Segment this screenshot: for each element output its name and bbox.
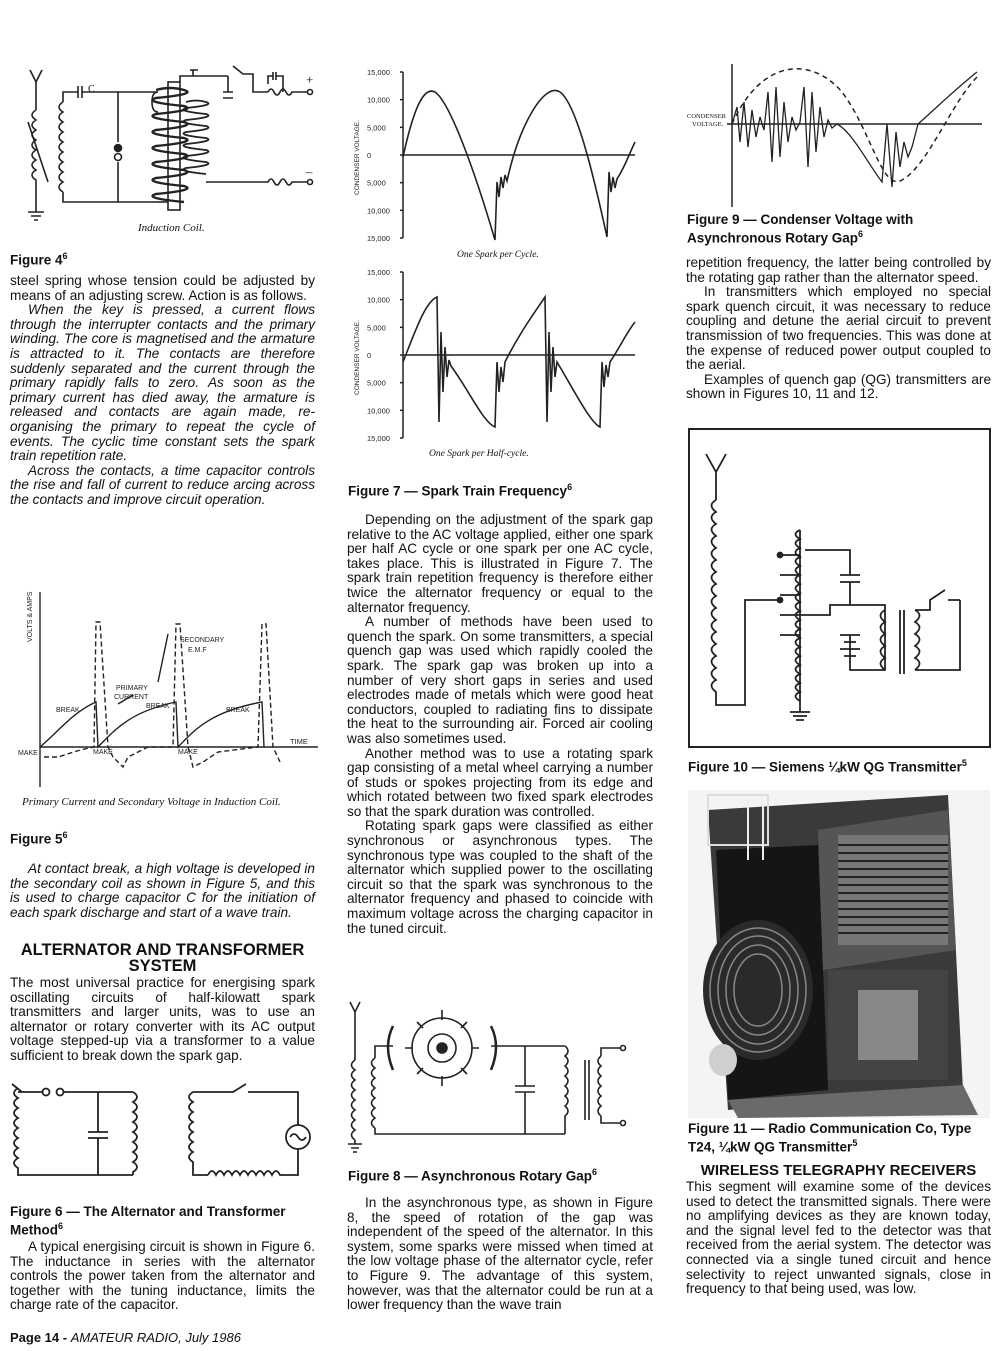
col2-p5 [347,1196,653,1313]
figure-11-ref: 5 [852,1138,858,1148]
figure-6-ref: 6 [58,1221,64,1231]
figure-5-secondary-emf [44,622,280,767]
figure-10-caption-text: Figure 10 — Siemens ¼kW QG Transmitter [688,759,962,775]
col2-p5-text: In the asynchronous type, as shown in Figure 8, the speed of rotation of the gap was independent of the speed of the alternator. In this system, some sparks were missed when timed at the low voltage phase of the alternator cycle, refer to Figure 9. The advantage of this system, however, was that the alternator could be run at a lower frequency than the wave train [347,1195,653,1313]
figure-9-caption [687,212,992,246]
figure-5-label-break-2: BREAK [146,703,170,710]
col3-p4-text: This segment will examine some of the devices used to detect the transmitted signals. There were no amplifying devices as they are known today, and the signal level fed to the detector was that received from the aerial system. The detector was connected via a single tuned circuit and hence selectivity to reject unwanted signals, close in frequency to that being used, was low. [686,1179,991,1297]
figure-8-caption [348,1165,597,1184]
figure-7-bottom-y-label: CONDENSER VOLTAGE. [354,320,361,395]
figure-5-subtitle: Primary Current and Secondary Voltage in Induction Coil. [22,796,281,808]
figure-7-bottom-tick-label: 0 [367,351,372,360]
col1-p5-text: The most universal practice for energising spark oscillating circuits of half-kilowatt spark transmitters and larger units, was to use an alternator or rotary converter with its AC output voltage stepped-up via a transformer to a value sufficient to break down the spark gap. [10,975,315,1063]
col1-p2: When the key is pressed, a current flows through the interrupter contacts and the primary winding. The core is magnetised and the armature is attracted to it. The contacts are therefore suddenly separated and the current through the primary rapidly falls to zero. As soon as the primary current has died away, the armature is released and contacts are again made, re-organising the primary to repeat the cycle of events. The cyclic time constant sets the spark train repetition rate. [10,302,315,464]
figure-5-label-secondary: SECONDARY [180,637,225,644]
figure-11-caption [688,1121,993,1155]
figure-7-bottom-tick-label: 5,000 [367,378,386,388]
footer-magazine: AMATEUR RADIO [70,1330,179,1345]
figure-4-ref: 6 [62,251,68,261]
figure-8-diagram [345,998,655,1158]
col2-p1: Depending on the adjustment of the spark gap relative to the AC voltage applied, either one spark per half AC cycle or one spark per one AC cycle, takes place. This is illustrated in Figure 7. The spark train repetition frequency is therefore either twice the alternator frequency or equal to the alternator frequency. [347,512,653,615]
col1-heading: ALTERNATOR AND TRANSFORMER SYSTEM [20,941,305,975]
figure-7-top-tick-label: 5,000 [367,123,386,133]
col1-p5 [10,976,315,1064]
page-footer [10,1330,241,1345]
col3-p1: repetition frequency, the latter being controlled by the rotating gap rather than the alternator speed. [686,255,991,285]
figure-7-chart [345,62,645,472]
figure-9-ref: 6 [858,229,864,239]
figure-4-diagram [18,62,328,237]
figure-5-label-primary: PRIMARY [116,685,148,692]
col3-text-top [686,256,991,402]
col1-p4 [10,862,315,920]
figure-7-subtitle-top: One Spark per Cycle. [457,250,539,260]
figure-8-ref: 6 [592,1167,598,1177]
col3-p4 [686,1180,991,1297]
figure-10-ref: 5 [961,758,967,768]
col3-p2: In transmitters which employed no special spark quench circuit, it was necessary to reduce coupling and detune the aerial circuit to prevent transmission of two frequencies. This was done at the expense of reduced power output coupled to the aerial. [686,284,991,373]
col1-p3: Across the contacts, a time capacitor controls the rise and fall of current to reduce arcing across the contacts and improve circuit operation. [10,462,315,507]
figure-7-caption-text: Figure 7 — Spark Train Frequency [348,483,568,499]
figure-10-diagram [688,428,991,748]
figure-5-label-current: CURRENT [114,694,149,701]
figure-5-label-emf: E.M.F [188,647,207,654]
figure-5-y-label: VOLTS & AMPS [27,591,34,642]
col2-p3: Another method was to use a rotating spark gap consisting of a metal wheel carrying a number of studs or spokes projecting from its edge and which rotated between two fixed spark electrodes so that the spark duration was controlled. [347,745,653,819]
figure-6-diagram [8,1080,328,1180]
figure-5-label-time: TIME [290,737,308,746]
footer-date: , July 1986 [178,1330,241,1345]
figure-7-top-y-label: CONDENSER VOLTAGE. [354,120,361,195]
col1-p6-text: A typical energising circuit is shown in Figure 6. The inductance in series with the alternator controls the power taken from the alternator and together with the tuning inductance, limits the charge rate of the capacitor. [10,1239,315,1313]
figure-8-caption-text: Figure 8 — Asynchronous Rotary Gap [348,1168,593,1184]
figure-7-bottom-tick-label: 15,000 [367,268,390,277]
figure-7-bottom-tick-label: 15,000 [367,434,390,443]
col1-p4-text: At contact break, a high voltage is developed in the secondary coil as shown in Figure 5, and this is used to charge capacitor C for the initiation of each spark discharge and start of a wave train. [10,861,315,920]
col1-text-top [10,274,315,508]
figure-7-top-tick-label: 15,000 [367,68,390,77]
figure-6-caption-text: Figure 6 — The Alternator and Transformer Method [10,1204,286,1238]
figure-9-waveform [732,72,977,187]
figure-7-bottom-tick-label: 5,000 [367,323,386,333]
figure-9-envelope [732,69,977,182]
figure-11-caption-text: Figure 11 — Radio Communication Co, Type T24, ¼kW QG Transmitter [688,1121,972,1155]
figure-5-chart [18,582,323,817]
figure-9-y1: CONDENSER [687,113,727,120]
figure-7-top-tick-label: 0 [367,151,372,160]
figure-5-caption-text: Figure 5 [10,831,63,847]
figure-7-bottom-tick-label: 10,000 [367,295,390,305]
figure-7-top-tick-label: 5,000 [367,178,386,188]
figure-5-label-make-1: MAKE [18,750,38,757]
figure-7-ref: 6 [567,482,573,492]
figure-7-subtitle-bottom: One Spark per Half-cycle. [429,449,529,459]
figure-7-top-tick-label: 10,000 [367,206,390,216]
figure-4-minus-label: – [306,164,313,179]
col1-p6 [10,1240,315,1313]
figure-4-caption [10,249,68,268]
figure-4-plus-label: + [306,72,314,87]
figure-11-photo [688,790,990,1118]
figure-4-caption-text: Figure 4 [10,252,63,268]
figure-5-label-make-2: MAKE [93,749,113,756]
figure-4-subtitle: Induction Coil. [138,222,205,234]
figure-7-caption [348,480,572,499]
col1-p1: steel spring whose tension could be adjusted by means of an adjusting screw. Action is as follows. [10,273,315,303]
figure-9-chart [682,62,992,212]
col2-p2: A number of methods have been used to quench the spark. On some transmitters, a special quench gap was used which rapidly cooled the spark. The spark gap was broken up into a number of very short gaps in series and used electrodes made of metals which were good heat conductors, coupled to radiating fins to dissipate the heat to the surrounding air. Forced air cooling was also sometimes used. [347,614,653,746]
col2-p4: Rotating spark gaps were classified as either synchronous or asynchronous types. The synchronous type was coupled to the shaft of the alternator which supplied power to the oscillating circuit so that the spark was synchronous to the alternator frequency and phased to coincide with maximum voltage across the charging capacitor in the tuned circuit. [347,818,653,936]
figure-5-ref: 6 [62,830,68,840]
figure-10-caption [688,756,967,775]
figure-7-top-tick-label: 10,000 [367,95,390,105]
figure-9-caption-text: Figure 9 — Condenser Voltage with Asynchronous Rotary Gap [687,212,914,246]
figure-5-secondary-leader [158,634,168,682]
footer-page: Page 14 - [10,1330,71,1345]
figure-7-top-waveform [403,90,635,240]
col3-p3: Examples of quench gap (QG) transmitters are shown in Figures 10, 11 and 12. [686,371,991,402]
figure-5-caption [10,828,68,847]
col2-text [347,513,653,936]
figure-7-bottom-waveform [403,297,635,427]
figure-7-bottom-tick-label: 10,000 [367,406,390,416]
figure-6-caption [10,1204,320,1238]
figure-4-c-label: C [88,84,95,95]
figure-5-label-break-1: BREAK [56,707,80,714]
col3-heading: WIRELESS TELEGRAPHY RECEIVERS [700,1162,977,1179]
figure-5-label-make-3: MAKE [178,749,198,756]
figure-7-top-tick-label: 15,000 [367,234,390,243]
figure-9-y2: VOLTAGE. [692,121,724,128]
figure-5-label-break-3: BREAK [226,707,250,714]
